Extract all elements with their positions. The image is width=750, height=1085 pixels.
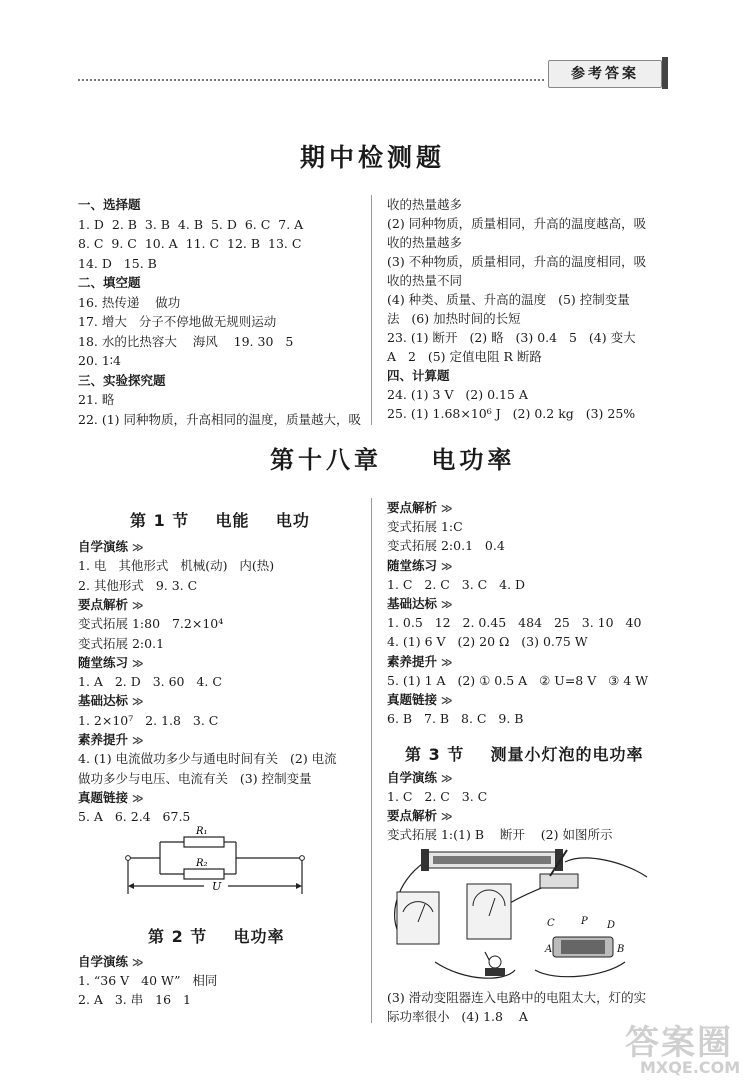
chevron-right-icon: ≫ [441,655,453,669]
midterm-title: 期中检测题 [300,143,446,172]
section-heading: 要点解析 ≫ [78,596,144,612]
label-b: B [617,944,625,955]
chevron-right-icon: ≫ [132,695,144,709]
header-dotted-rule [78,79,544,81]
answer-line: 1. 电 其他形式 机械(动) 内(热) [78,558,275,574]
answer-line: 1. 0.5 12 2. 0.45 484 25 3. 10 40 [387,615,642,631]
answer-line: 14. D 15. B [78,255,157,271]
section-heading: 真题链接 ≫ [78,789,144,805]
chevron-right-icon: ≫ [441,694,453,707]
answer-line: 法 (6) 加热时间的长短 [387,311,521,326]
chevron-right-icon: ≫ [441,772,453,785]
answer-line: 22. (1) 同种物质，升高相同的温度，质量越大，吸 [78,411,362,427]
chevron-right-icon: ≫ [441,559,453,573]
section-heading: 二、填空题 [78,275,141,290]
section-heading: 真题链接 ≫ [387,692,453,707]
experiment-figure [385,842,680,992]
chevron-right-icon: ≫ [441,502,453,515]
chapter-title: 第十八章 电功率 [270,446,516,474]
chevron-right-icon: ≫ [441,598,453,611]
label-r1: R₁ [196,826,208,837]
answer-line: 23. (1) 断开 (2) 略 (3) 0.4 5 (4) 变大 [387,330,636,345]
section-heading: 四、计算题 [387,368,450,383]
section-heading: 要点解析 ≫ [387,808,453,823]
section-heading: 素养提升 ≫ [78,732,144,747]
answer-line: 4. (1) 6 V (2) 20 Ω (3) 0.75 W [387,634,588,650]
chevron-right-icon: ≫ [132,734,144,747]
answer-line: 25. (1) 1.68×10⁶ J (2) 0.2 kg (3) 25% [387,406,636,421]
label-c: C [547,918,555,929]
label-u: U [212,880,222,893]
answer-line: 2. 其他形式 9. 3. C [78,577,198,593]
label-p: P [581,916,588,927]
answer-line: 收的热量越多 [387,235,463,250]
answer-line: 变式拓展 1:(1) B 断开 (2) 如图所示 [387,827,613,842]
answer-line: 1. D 2. B 3. B 4. B 5. D 6. C 7. A [78,216,304,232]
answer-line: (3) 不种物质，质量相同，升高的温度相同，吸 [387,254,647,269]
section2-title: 第 2 节 电功率 [148,927,285,946]
column-divider-bottom [371,498,372,1023]
section-heading: 自学演练 ≫ [78,539,144,554]
answer-line: 收的热量不同 [387,273,463,288]
section-heading: 三、实验探究题 [78,372,166,388]
answer-line: 5. (1) 1 A (2) ① 0.5 A ② U=8 V ③ 4 W [387,672,649,688]
section-heading: 自学演练 ≫ [78,954,144,969]
chevron-right-icon: ≫ [132,791,144,805]
answer-line: 变式拓展 2:0.1 [78,635,165,651]
chevron-right-icon: ≫ [441,810,453,823]
circuit-diagram [120,822,315,902]
answer-line: 1. 2×10⁷ 2. 1.8 3. C [78,712,219,728]
section-heading: 素养提升 ≫ [387,653,453,669]
chevron-right-icon: ≫ [132,956,144,969]
section3-title: 第 3 节 测量小灯泡的电功率 [405,745,644,764]
answer-line: 16. 热传递 做功 [78,294,181,310]
answer-line: 做功多少与电压、电流有关 (3) 控制变量 [78,770,312,786]
answer-line: 1. A 2. D 3. 60 4. C [78,674,222,690]
answer-line: 1. “36 V 40 W” 相同 [78,973,218,988]
chevron-right-icon: ≫ [132,541,144,554]
watermark-logo: 答案圈 [625,1023,733,1063]
answer-line: 2. A 3. 串 16 1 [78,992,191,1007]
answer-line: (2) 同种物质，质量相同，升高的温度越高，吸 [387,216,647,231]
answer-line: 5. A 6. 2.4 67.5 [78,809,191,825]
watermark-url: MXQE.COM [640,1058,741,1077]
label-d: D [607,920,616,931]
answer-line: 24. (1) 3 V (2) 0.15 A [387,387,528,402]
answer-line: 21. 略 [78,392,115,407]
label-a: A [545,944,553,955]
tab-edge [662,57,668,89]
answer-line: 1. C 2. C 3. C [387,789,488,804]
answer-line: 1. C 2. C 3. C 4. D [387,576,526,592]
answer-line: 际功率很小 (4) 1.8 A [387,1009,528,1024]
chevron-right-icon: ≫ [132,598,144,612]
answer-line: 17. 增大 分子不停地做无规则运动 [78,314,277,329]
section1-title: 第 1 节 电能 电功 [130,511,310,530]
answer-line: (3) 滑动变阻器连入电路中的电阻太大，灯的实 [387,990,647,1005]
answer-line: 20. 1∶4 [78,353,122,368]
answer-line: 4. (1) 电流做功多少与通电时间有关 (2) 电流 [78,751,337,767]
chevron-right-icon: ≫ [132,656,144,670]
section-heading: 基础达标 ≫ [78,693,144,709]
section-heading: 随堂练习 ≫ [387,557,453,573]
section-heading: 一、选择题 [78,197,141,212]
answer-line: 6. B 7. B 8. C 9. B [387,711,524,727]
answer-line: 8. C 9. C 10. A 11. C 12. B 13. C [78,236,302,251]
section-heading: 要点解析 ≫ [387,500,453,515]
section-heading: 基础达标 ≫ [387,596,453,611]
answer-line: A 2 (5) 定值电阻 R 断路 [387,349,542,364]
answer-line: 收的热量越多 [387,197,463,212]
label-r2: R₂ [196,858,208,869]
section-heading: 自学演练 ≫ [387,770,453,785]
column-divider-top [371,195,372,425]
section-tab: 参考答案 [548,60,662,88]
answer-line: 变式拓展 2:0.1 0.4 [387,538,505,554]
answer-line: 变式拓展 1:80 7.2×10⁴ [78,616,224,632]
answer-line: (4) 种类、质量、升高的温度 (5) 控制变量 [387,292,630,307]
answer-line: 变式拓展 1:C [387,519,463,535]
answer-line: 18. 水的比热容大 海风 19. 30 5 [78,333,294,349]
section-heading: 随堂练习 ≫ [78,654,144,670]
